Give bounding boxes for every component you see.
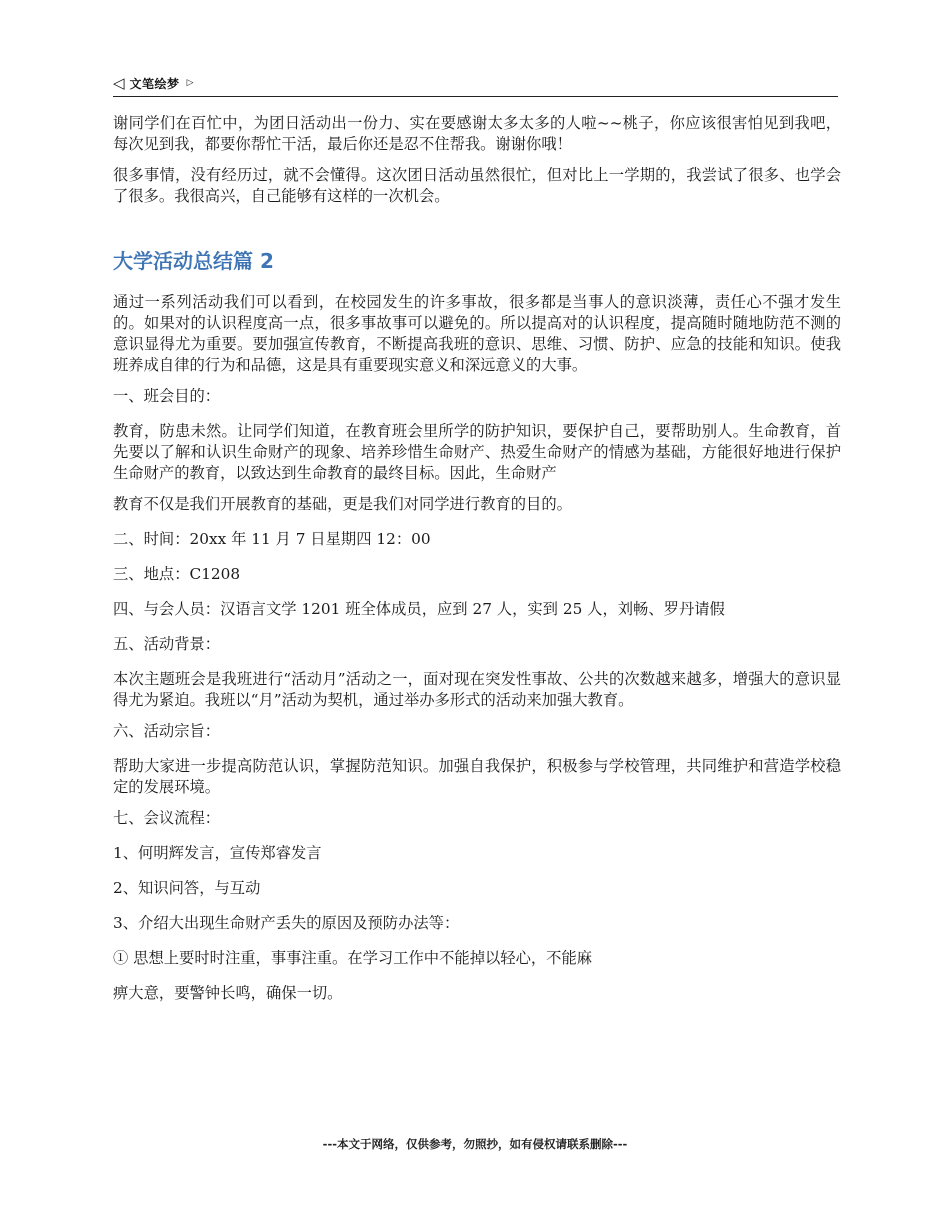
- section-paragraph-3: 教育不仅是我们开展教育的基础，更是我们对同学进行教育的目的。: [113, 495, 572, 513]
- item-time: 二、时间：20xx 年 11 月 7 日星期四 12：00: [113, 530, 431, 548]
- section-paragraph-1: 通过一系列活动我们可以看到，在校园发生的许多事故，很多都是当事人的意识淡薄，责任心不强才发生的。如果对的认识程度高一点，很多事故事可以避免的。所以提高对的认识程度，提高随时随地防范不测的意识显得尤为重要。要加强宣传教育，不断提高我班的意识、思维、习惯、防护、应急的技能和知识。使我班养成自律的行为和品德，这是具有重要现实意义和深远意义的大事。: [113, 293, 841, 374]
- item-purpose: 六、活动宗旨：: [113, 722, 221, 740]
- agenda-step-3a: ① 思想上要时时注重，事事注重。在学习工作中不能掉以轻心，不能麻: [113, 949, 593, 967]
- agenda-step-2: 2、知识问答，与互动: [113, 879, 261, 897]
- item-attendees: 四、与会人员：汉语言文学 1201 班全体成员，应到 27 人，实到 25 人，刘畅、罗丹请假: [113, 600, 725, 618]
- triangle-left-icon: ◁: [113, 73, 125, 92]
- page-header: [113, 70, 838, 97]
- agenda-step-1: 1、何明辉发言，宣传郑睿发言: [113, 844, 322, 862]
- agenda-step-3: 3、介绍大出现生命财产丢失的原因及预防办法等：: [113, 914, 460, 932]
- intro-paragraph-2: 很多事情，没有经历过，就不会懂得。这次团日活动虽然很忙，但对比上一学期的，我尝试了很多、也学会了很多。我很高兴，自己能够有这样的一次机会。: [113, 166, 841, 205]
- section-paragraph-2: 教育，防患未然。让同学们知道，在教育班会里所学的防护知识，要保护自己，要帮助别人。生命教育，首先要以了解和认识生命财产的现象、培养珍惜生命财产、热爱生命财产的情感为基础，方能很好地进行保护生命财产的教育，以致达到生命教育的最终目标。因此，生命财产: [113, 422, 841, 482]
- section-paragraph-5: 帮助大家进一步提高防范认识，掌握防范知识。加强自我保护，积极参与学校管理，共同维护和营造学校稳定的发展环境。: [113, 757, 841, 796]
- item-agenda: 七、会议流程：: [113, 809, 221, 827]
- item-background: 五、活动背景：: [113, 635, 221, 653]
- document-body: [113, 113, 841, 1018]
- triangle-right-icon: ▷: [186, 77, 194, 88]
- brand-name: 文笔绘梦: [129, 76, 180, 91]
- section-paragraph-4: 本次主题班会是我班进行“活动月”活动之一，面对现在突发性事故、公共的次数越来越多，增强大的意识显得尤为紧迫。我班以“月”活动为契机，通过举办多形式的活动来加强大教育。: [113, 670, 841, 709]
- item-meeting-purpose: 一、班会目的：: [113, 387, 221, 405]
- section-title: 大学活动总结篇 2: [113, 249, 274, 273]
- intro-paragraph-1: 谢同学们在百忙中，为团日活动出一份力、实在要感谢太多太多的人啦~~桃子，你应该很害怕见到我吧，每次见到我，都要你帮忙干活，最后你还是忍不住帮我。谢谢你哦！: [113, 114, 841, 153]
- agenda-step-3b: 痹大意，要警钟长鸣，确保一切。: [113, 984, 343, 1002]
- footer-disclaimer: ---本文于网络，仅供参考，勿照抄，如有侵权请联系删除---: [322, 1137, 628, 1151]
- item-location: 三、地点：C1208: [113, 565, 241, 583]
